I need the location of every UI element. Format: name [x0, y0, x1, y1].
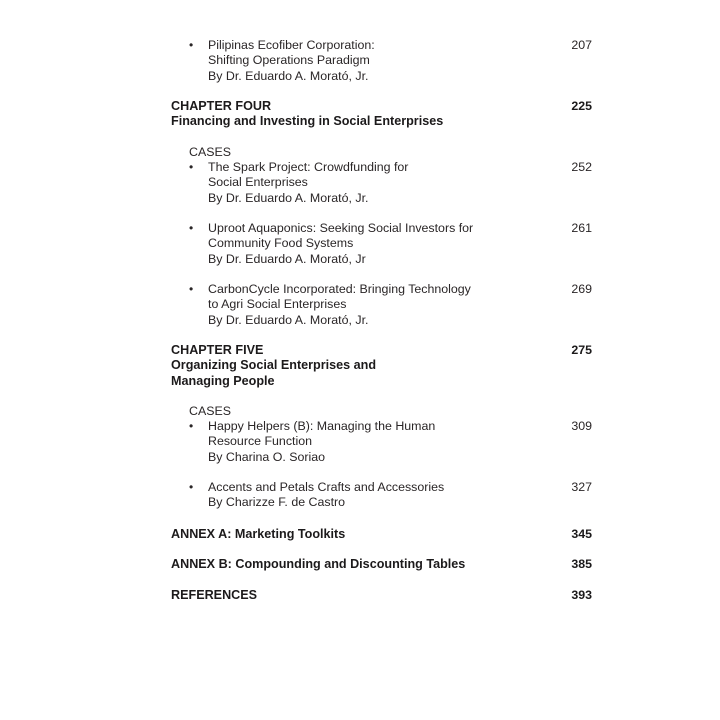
- page-number: 275: [571, 343, 592, 357]
- chapter-label: CHAPTER FOUR: [171, 99, 272, 113]
- bullet-icon: •: [189, 480, 194, 494]
- case-author: By Dr. Eduardo A. Morató, Jr.: [208, 312, 369, 327]
- case-author: By Dr. Eduardo A. Morató, Jr.: [208, 68, 369, 83]
- chapter-title-line: Organizing Social Enterprises and: [171, 358, 377, 373]
- case-title-line: Shifting Operations Paradigm: [208, 53, 370, 68]
- page-number: 327: [571, 480, 592, 494]
- case-title-line: Pilipinas Ecofiber Corporation:: [208, 38, 375, 52]
- chapter-title-line: Managing People: [171, 373, 275, 388]
- page-number: 207: [571, 38, 592, 52]
- page-number: 345: [571, 527, 592, 541]
- case-author: By Charizze F. de Castro: [208, 495, 346, 510]
- chapter-label: CHAPTER FIVE: [171, 343, 264, 357]
- toc-references[interactable]: [171, 588, 592, 603]
- bullet-icon: •: [189, 282, 194, 296]
- case-title-line: Resource Function: [208, 434, 312, 449]
- bullet-icon: •: [189, 160, 194, 174]
- annex-label: ANNEX B: Compounding and Discounting Tables: [171, 557, 466, 571]
- case-author: By Charina O. Soriao: [208, 449, 326, 464]
- toc-chapter-four[interactable]: [171, 99, 592, 130]
- page-number: 225: [571, 99, 592, 113]
- page-number: 269: [571, 282, 592, 296]
- case-title-line: Uproot Aquaponics: Seeking Social Investors for: [208, 221, 474, 235]
- cases-heading: [171, 145, 592, 161]
- chapter-title: Financing and Investing in Social Enterprises: [171, 114, 444, 129]
- bullet-icon: •: [189, 38, 194, 52]
- toc-chapter-five[interactable]: [171, 343, 592, 389]
- bullet-icon: •: [189, 419, 194, 433]
- toc-annex-b[interactable]: [171, 557, 592, 572]
- cases-label: CASES: [189, 404, 232, 418]
- references-label: REFERENCES: [171, 588, 258, 602]
- page-number: 261: [571, 221, 592, 235]
- page-number: 385: [571, 557, 592, 571]
- cases-label: CASES: [189, 145, 232, 159]
- case-title-line: Happy Helpers (B): Managing the Human: [208, 419, 436, 433]
- case-title-line: Community Food Systems: [208, 236, 354, 251]
- toc-annex-a[interactable]: [171, 527, 592, 542]
- page-number: 252: [571, 160, 592, 174]
- case-title-line: Social Enterprises: [208, 175, 308, 190]
- case-title-line: CarbonCycle Incorporated: Bringing Technology: [208, 282, 471, 296]
- case-title-line: to Agri Social Enterprises: [208, 297, 347, 312]
- page-number: 309: [571, 419, 592, 433]
- case-author: By Dr. Eduardo A. Morató, Jr.: [208, 190, 369, 205]
- bullet-icon: •: [189, 221, 194, 235]
- case-title-line: The Spark Project: Crowdfunding for: [208, 160, 409, 174]
- case-title-line: Accents and Petals Crafts and Accessories: [208, 480, 445, 494]
- annex-label: ANNEX A: Marketing Toolkits: [171, 527, 346, 541]
- page-number: 393: [571, 588, 592, 602]
- case-author: By Dr. Eduardo A. Morató, Jr: [208, 251, 366, 266]
- cases-heading: [171, 404, 592, 420]
